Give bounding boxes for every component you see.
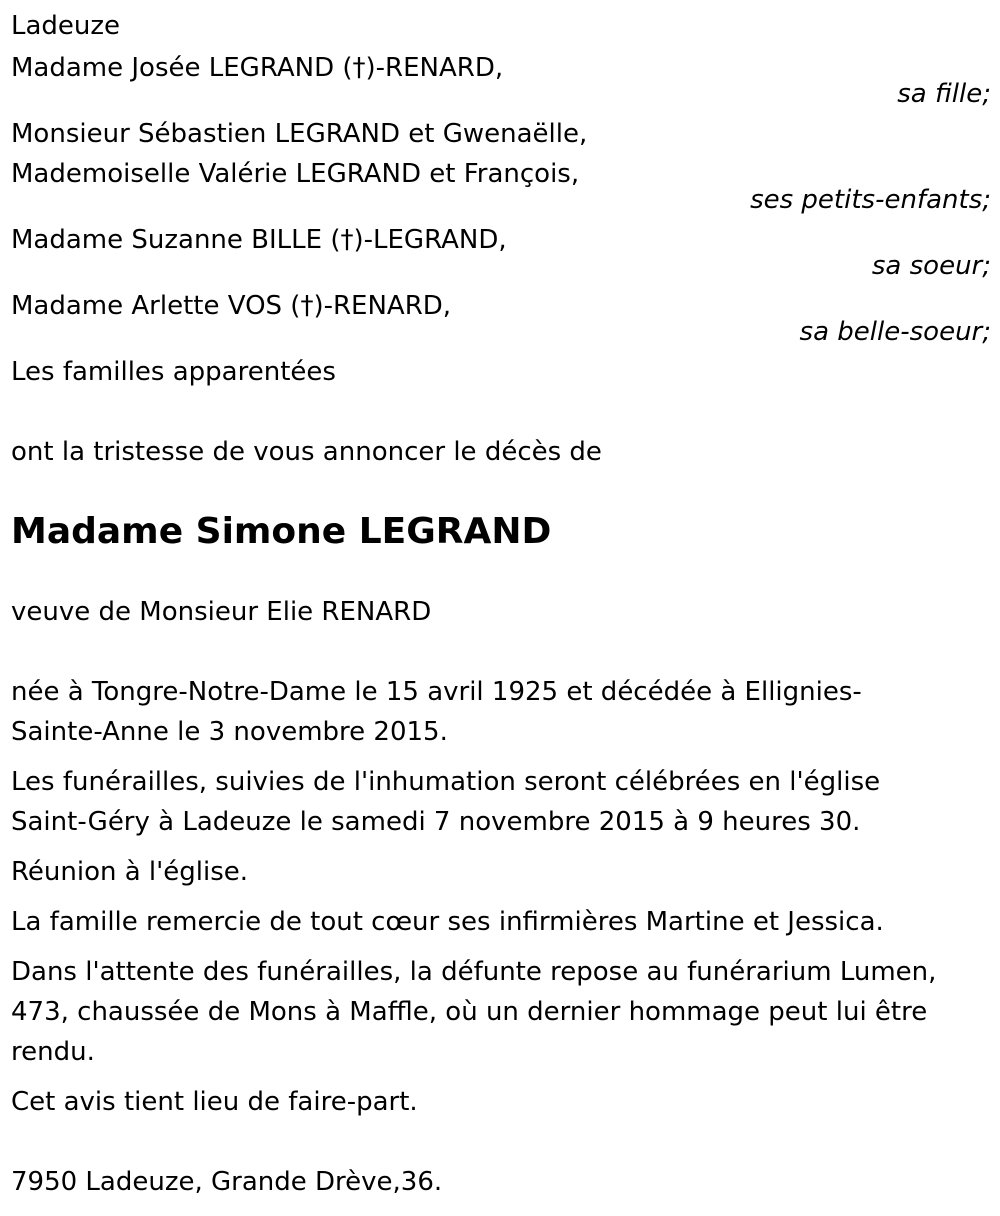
- birth-death-paragraph: née à Tongre-Notre-Dame le 15 avril 1925 et décédée à Ellignies-Sainte-Anne le 3 novembre 2015.: [11, 677, 862, 747]
- widow-of-text: veuve de Monsieur Elie RENARD: [11, 597, 432, 627]
- family-relation: sa fille;: [897, 79, 991, 109]
- announcement-text: ont la tristesse de vous annoncer le décès de: [11, 437, 602, 467]
- meeting-paragraph: Réunion à l'église.: [11, 857, 249, 887]
- family-member-name: Madame Arlette VOS (†)-RENARD,: [11, 291, 452, 321]
- family-member-group: [11, 286, 991, 347]
- funeral-paragraph: Les funérailles, suivies de l'inhumation seront célébrées en l'église Saint-Géry à Ladeuze le samedi 7 novembre 2015 à 9 heures 30.: [11, 767, 881, 837]
- deceased-name: Madame Simone LEGRAND: [11, 511, 552, 552]
- funerarium-paragraph: Dans l'attente des funérailles, la défunte repose au funérarium Lumen, 473, chaussée de Mons à Maffle, où un dernier hommage peut lui être rendu.: [11, 957, 937, 1067]
- family-member-name: Mademoiselle Valérie LEGRAND et François,: [11, 159, 580, 189]
- family-member-group: [11, 48, 991, 109]
- family-relation: sa belle-soeur;: [799, 317, 991, 347]
- family-member-name: Madame Josée LEGRAND (†)-RENARD,: [11, 53, 504, 83]
- death-notice: [11, 0, 991, 1202]
- family-member-name: Madame Suzanne BILLE (†)-LEGRAND,: [11, 225, 507, 255]
- place-header: Ladeuze: [11, 11, 121, 41]
- thanks-paragraph: La famille remercie de tout cœur ses infirmières Martine et Jessica.: [11, 907, 884, 937]
- family-member-name: Monsieur Sébastien LEGRAND et Gwenaëlle,: [11, 119, 588, 149]
- faire-part-paragraph: Cet avis tient lieu de faire-part.: [11, 1087, 418, 1117]
- family-relation: sa soeur;: [871, 251, 991, 281]
- family-member-group: [11, 114, 991, 215]
- address-text: 7950 Ladeuze, Grande Drève,36.: [11, 1167, 443, 1197]
- related-families: Les familles apparentées: [11, 357, 336, 387]
- family-member-group: [11, 220, 991, 281]
- family-relation: ses petits-enfants;: [750, 185, 991, 215]
